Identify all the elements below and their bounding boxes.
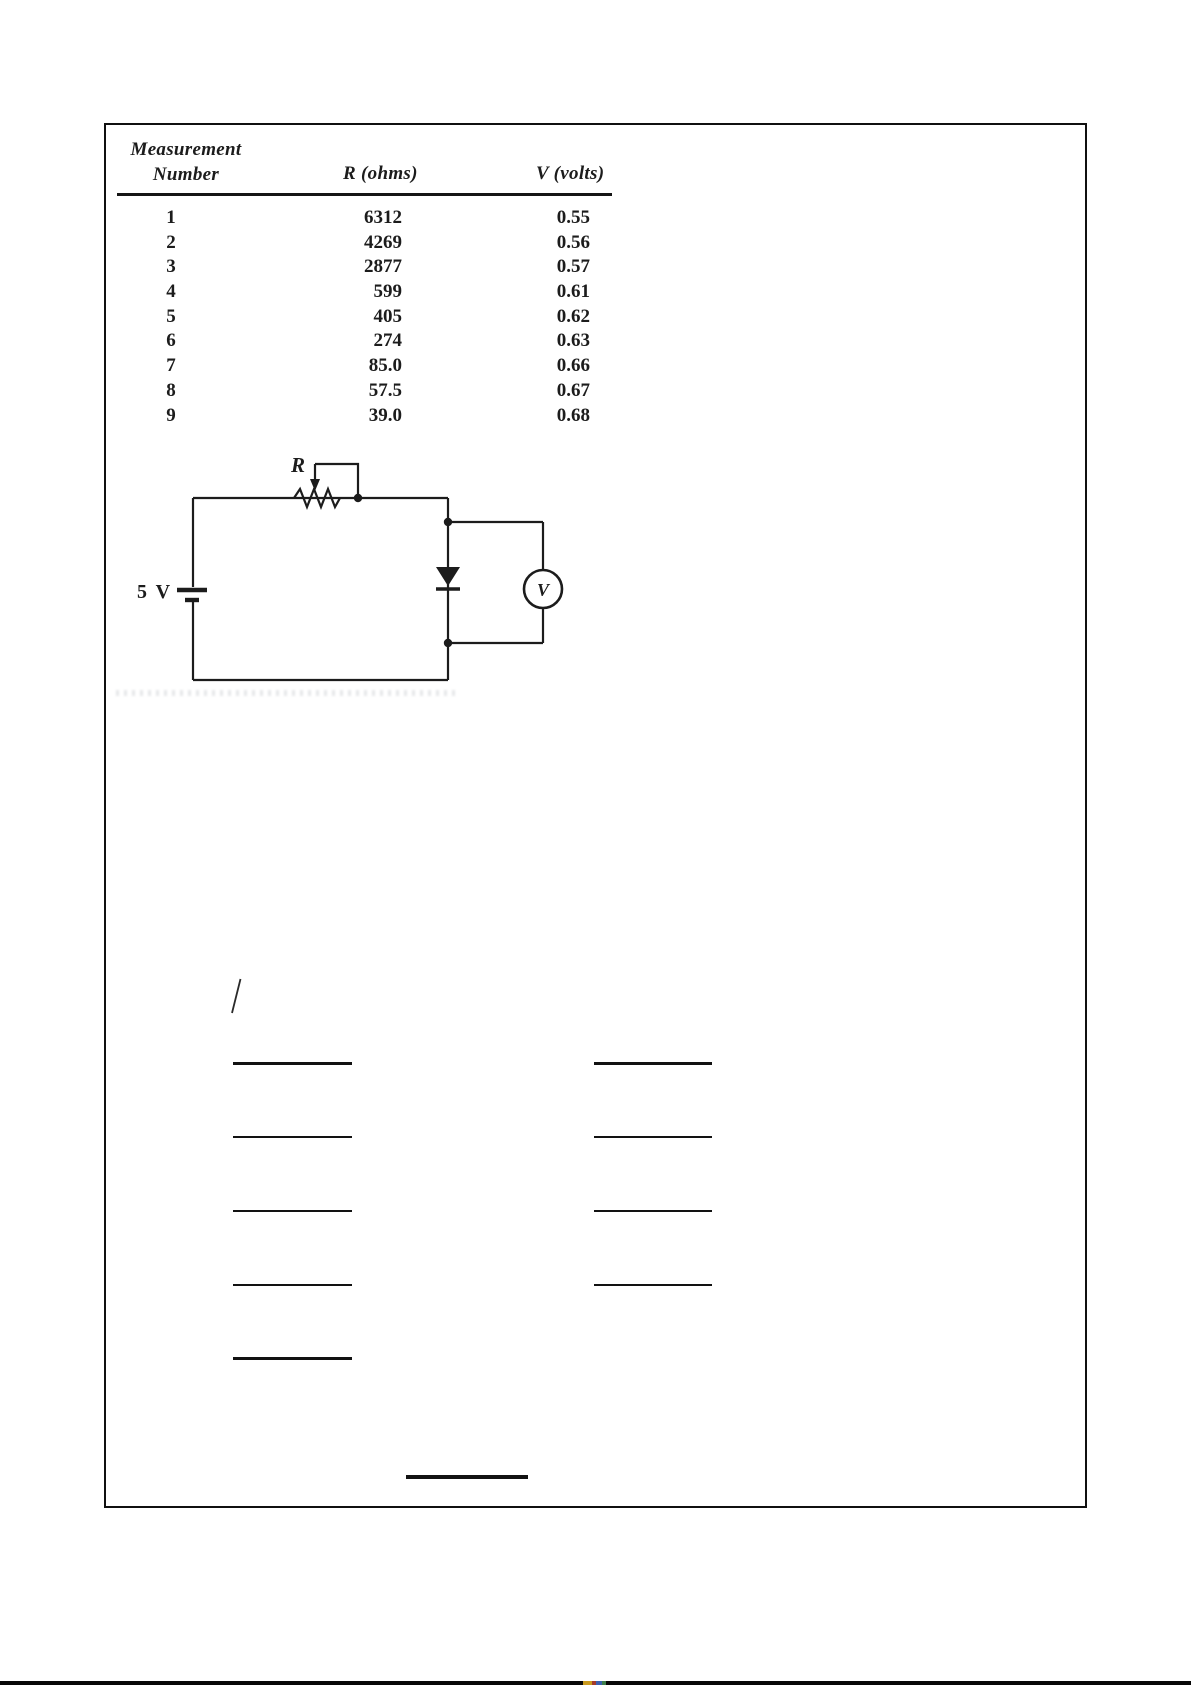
v-cell: 0.67	[556, 379, 590, 401]
v-cell: 0.66	[556, 355, 590, 377]
answer-blank-left-3	[233, 1210, 352, 1212]
diode-triangle	[436, 567, 460, 586]
table-column-v-volts	[506, 206, 590, 428]
answer-blank-right-3	[594, 1210, 712, 1212]
measurement-cell: 5	[166, 305, 176, 327]
v-cell: 0.56	[556, 231, 590, 253]
r-cell: 6312	[364, 207, 402, 228]
page-showthrough-smudge	[116, 690, 458, 696]
answer-blank-right-2	[594, 1136, 712, 1138]
answer-blank-left-1	[233, 1062, 352, 1065]
v-cell: 0.63	[556, 330, 590, 352]
scan-edge-strip	[0, 1681, 1191, 1685]
table-header-r-ohms: R (ohms)	[343, 163, 418, 184]
source-voltage-label: 5 V	[137, 581, 173, 603]
wiper-loop-wire	[315, 464, 358, 498]
measurement-cell: 2	[166, 231, 176, 253]
measurement-cell: 9	[166, 404, 176, 426]
table-header-number: Number	[152, 164, 220, 185]
v-cell: 0.61	[556, 281, 590, 303]
wiper-arrow-head	[310, 479, 320, 491]
table-header-v-volts: V (volts)	[536, 163, 605, 184]
page-border	[104, 123, 1087, 1508]
v-cell: 0.62	[556, 305, 590, 327]
r-cell: 405	[373, 305, 402, 327]
voltmeter-label: V	[536, 580, 550, 600]
measurement-cell: 7	[166, 355, 176, 377]
r-cell: 2877	[364, 256, 402, 278]
answer-blank-left-2	[233, 1136, 352, 1138]
answer-blank-right-4	[594, 1284, 712, 1286]
measurement-cell: 8	[166, 379, 176, 401]
table-column-r-ohms	[318, 206, 402, 428]
r-cell: 599	[373, 281, 402, 303]
answer-blank-right-1	[594, 1062, 712, 1065]
measurement-cell: 6	[166, 330, 176, 352]
r-cell: 39.0	[368, 404, 402, 426]
junction-dot	[444, 518, 452, 526]
v-cell: 0.57	[556, 256, 590, 278]
resistor-label: R	[291, 453, 306, 477]
measurement-cell: 3	[166, 256, 176, 278]
r-cell: 57.5	[368, 379, 402, 401]
answer-blank-bottom	[406, 1475, 528, 1479]
answer-blank-left-4	[233, 1284, 352, 1286]
scan-artifact-yellow	[583, 1681, 592, 1685]
table-header-measurement: Measurement	[130, 139, 242, 160]
measurement-cell: 4	[166, 281, 176, 303]
slash-mark	[226, 975, 246, 1017]
r-cell: 85.0	[368, 355, 402, 377]
v-cell: 0.55	[556, 207, 590, 228]
junction-dot	[354, 494, 362, 502]
scan-artifact-green	[602, 1681, 606, 1685]
circuit-diagram	[125, 445, 590, 690]
v-cell: 0.68	[556, 404, 590, 426]
measurement-cell: 1	[166, 207, 176, 228]
r-cell: 4269	[364, 231, 402, 253]
table-column-measurement-number	[158, 206, 184, 428]
table-header-rule	[117, 193, 612, 196]
answer-blank-left-5	[233, 1357, 352, 1360]
r-cell: 274	[373, 330, 402, 352]
junction-dot	[444, 639, 452, 647]
